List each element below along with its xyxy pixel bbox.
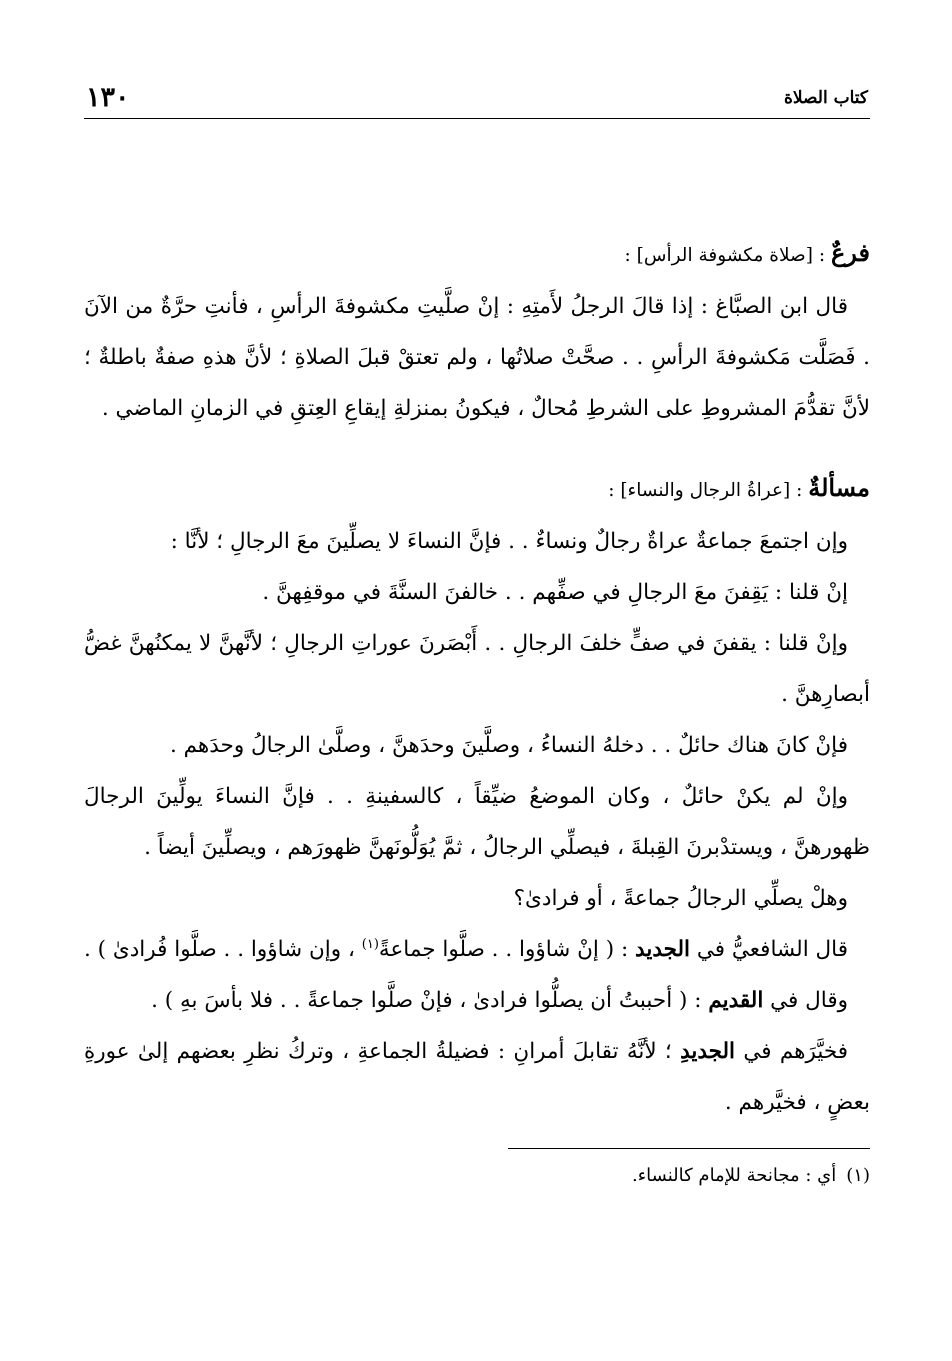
main-text xyxy=(84,119,870,1128)
paragraph: قال ابن الصبَّاغ : إذا قالَ الرجلُ لأَمتِهِ : إنْ صلَّيتِ مكشوفةَ الرأسِ ، فأنتِ حرَّةٌ من الآنَ . فَصَلَّت مَكشوفةَ الرأسِ . . صحَّتْ صلاتُها ، ولم تعتقْ قبلَ الصلاةِ ؛ لأنَّ هذهِ صفةٌ باطلةٌ ؛ لأنَّ تقدُّمَ المشروطِ على الشرطِ مُحالٌ ، فيكونُ بمنزلةِ إيقاعِ العِتقِ في الزمانِ الماضي . xyxy=(84,294,870,421)
paragraph: وإنْ قلنا : يقفنَ في صفٍّ خلفَ الرجالِ . . أَبْصَرنَ عوراتِ الرجالِ ؛ لأنَّهنَّ لا يمكنُهنَّ غضُّ أبصارِهنَّ . xyxy=(84,631,870,707)
paragraph: قال الشافعيُّ في الجديد : ( إنْ شاؤوا . . صلَّوا جماعةً$^{(١)}$ ، وإن شاؤوا . . صلَّوا فُرادىٰ ) . xyxy=(84,936,848,962)
book-reference: الجديدِ xyxy=(680,1039,736,1064)
paragraph: وقال في القديم : ( أحببتُ أن يصلُّوا فرادىٰ ، فإنْ صلَّوا جماعةً . . فلا بأسَ بهِ ) . xyxy=(151,988,848,1013)
paragraph: وهلْ يصلِّي الرجالُ جماعةً ، أو فرادىٰ؟ xyxy=(513,886,848,911)
paragraph: وإن اجتمعَ جماعةٌ عراةٌ رجالٌ ونساءٌ . . فإنَّ النساءَ لا يصلِّينَ معَ الرجالِ ؛ لأنَّا : xyxy=(170,529,848,554)
page-header xyxy=(84,78,870,119)
page-number: ١٣٠ xyxy=(86,82,130,113)
footnote xyxy=(84,1161,870,1191)
heading-subtitle: : [صلاة مكشوفة الرأس] : xyxy=(624,245,831,266)
paragraph: فإنْ كانَ هناك حائلٌ . . دخلهُ النساءُ ، وصلَّينَ وحدَهنَّ ، وصلَّىٰ الرجالُ وحدَهم . xyxy=(169,733,848,758)
book-page xyxy=(84,78,870,1191)
running-title: كتاب الصلاة xyxy=(783,88,868,108)
paragraph: إنْ قلنا : يَقِفنَ معَ الرجالِ في صفِّهم . . خالفنَ السنَّةَ في موقفِهنَّ . xyxy=(262,580,848,605)
paragraph: فخيَّرَهم في الجديدِ ؛ لأنَّهُ تقابلَ أمرانِ : فضيلةُ الجماعةِ ، وتركُ نظرِ بعضهم إلىٰ عورةِ بعضٍ ، فخيَّرهم . xyxy=(84,1039,870,1115)
heading-subtitle: : [عراةُ الرجال والنساء] : xyxy=(608,480,809,501)
heading-keyword: فرعٌ xyxy=(830,238,870,267)
heading-keyword: مسألةٌ xyxy=(808,473,870,502)
footnote-number: (١) xyxy=(846,1165,870,1186)
paragraph: وإنْ لم يكنْ حائلٌ ، وكان الموضعُ ضيِّقاً ، كالسفينةِ . . فإنَّ النساءَ يولِّينَ الرجالَ ظهورهنَّ ، ويستدْبرنَ القِبلةَ ، فيصلِّي الرجالُ ، ثمَّ يُوَلُّونَهنَّ ظهورَهم ، ويصلِّينَ أيضاً . xyxy=(84,784,870,860)
section-heading-masala xyxy=(84,462,870,516)
book-reference: الجديد xyxy=(635,937,691,962)
footnote-reference[interactable]: (١) xyxy=(361,936,379,952)
footnote-divider xyxy=(508,1148,870,1149)
book-reference: القديم xyxy=(708,988,764,1013)
footnote-text: أي : مجانحة للإمام كالنساء. xyxy=(632,1165,837,1186)
section-heading-far xyxy=(84,227,870,281)
